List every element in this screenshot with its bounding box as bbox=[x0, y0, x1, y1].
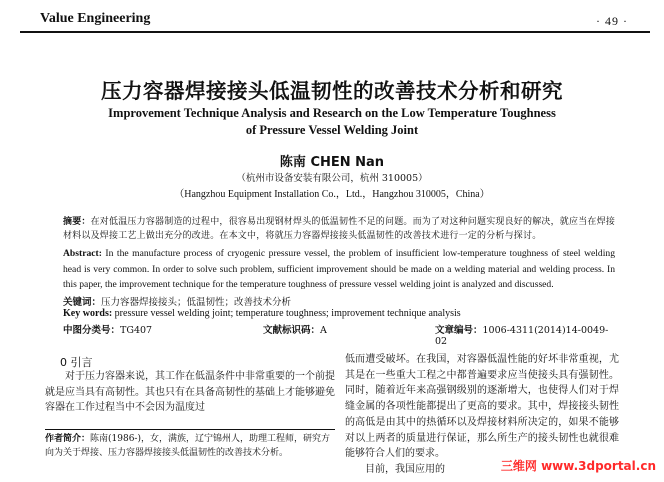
document-code-value: A bbox=[320, 325, 327, 336]
title-chinese: 压力容器焊接接头低温韧性的改善技术分析和研究 bbox=[101, 79, 563, 103]
keywords-chinese-label: 关键词： bbox=[63, 297, 102, 308]
introduction-heading: 0 引言 bbox=[60, 356, 93, 369]
footnote-rule bbox=[45, 429, 335, 430]
abstract-english-label: Abstract: bbox=[63, 248, 102, 259]
keywords-chinese-text: 压力容器焊接接头；低温韧性；改善技术分析 bbox=[101, 297, 292, 308]
abstract-chinese-label: 摘要： bbox=[63, 217, 91, 227]
affiliation-chinese: （杭州市设备安装有限公司，杭州 310005） bbox=[236, 173, 428, 184]
article-number-label: 文章编号： bbox=[435, 325, 483, 336]
journal-name: Value Engineering bbox=[40, 11, 151, 26]
watermark-text: 三维网 www.3dportal.cn bbox=[500, 459, 656, 473]
abstract-chinese bbox=[63, 215, 615, 243]
introduction-paragraph: 对于压力容器来说，其工作在低温条件中非常重要的一个前提就是应当具有高韧性。其也只有在具备高韧性的基础上才能够避免容器在工作过程当中不会因为温度过 bbox=[45, 371, 335, 414]
affiliation-english: （Hangzhou Equipment Installation Co.，Ltd.，Hangzhou 310005，China） bbox=[174, 189, 490, 200]
clc-value: TG407 bbox=[120, 325, 153, 336]
abstract-chinese-text: 在对低温压力容器制造的过程中，很容易出现钢材焊头的低温韧性不足的问题。而为了对这种问题实现良好的解决，就应当在焊接材料以及焊接工艺上做出充分的改进。在本文中，将就压力容器焊接接头低温韧性的改善技术进行一定的分析与探讨。 bbox=[63, 217, 616, 241]
classification-row bbox=[63, 322, 615, 347]
author-name: 陈南 CHEN Nan bbox=[279, 155, 385, 170]
clc-label: 中图分类号： bbox=[63, 325, 121, 336]
keywords-chinese bbox=[63, 294, 615, 308]
page-number: · 49 · bbox=[596, 14, 628, 28]
author-note-text: 陈南(1986-)，女，满族，辽宁锦州人，助理工程师，研究方向为关于焊接、压力容器焊接接头低温韧性的改善技术分析。 bbox=[45, 434, 330, 458]
header-rule bbox=[20, 31, 650, 33]
title-english-line-2: of Pressure Vessel Welding Joint bbox=[245, 123, 419, 137]
title-english-line-1: Improvement Technique Analysis and Research on the Low Temperature Toughness bbox=[108, 106, 556, 120]
article-number-value: 1006-4311(2014)14-0049-02 bbox=[435, 325, 609, 347]
right-column-paragraph: 低而遭受破坏。在我国，对容器低温性能的好坏非常重视，尤其是在一些重大工程之中都普遍要求应当使接头具有强韧性。同时，随着近年来高强钢级别的逐渐增大，也使得人们对于焊缝金属的各项性能都提出了更高的要求。其中，焊接接头韧性的高低是由其中的热循环以及焊接材料所决定的，如果不能够对以上两者的质量进行保证，那么所生产的接头韧性也就很难能够符合人们的要求。 bbox=[345, 354, 619, 460]
keywords-english-label: Key words: bbox=[63, 308, 113, 319]
keywords-english-text: pressure vessel welding joint; temperature toughness; improvement technique analysis bbox=[114, 308, 461, 319]
abstract-english bbox=[63, 246, 615, 293]
document-code bbox=[263, 322, 327, 336]
article-number bbox=[435, 322, 615, 347]
right-column-next-paragraph: 目前，我国应用的 bbox=[365, 463, 445, 475]
clc-number bbox=[63, 325, 152, 336]
keywords-english bbox=[63, 308, 615, 319]
abstract-english-text: In the manufacture process of cryogenic pressure vessel, the problem of insufficient low-temperature toughness of steel welding head is very common. In order to solve such problem, sufficient improvement should be made on a welding material and welding process. In this paper, the improvement technique for the temperature toughness of pressure vessel welding joint is analyzed and discussed. bbox=[63, 248, 615, 290]
document-code-label: 文献标识码： bbox=[263, 325, 321, 336]
author-note bbox=[45, 432, 335, 460]
author-note-label: 作者简介： bbox=[45, 434, 91, 444]
